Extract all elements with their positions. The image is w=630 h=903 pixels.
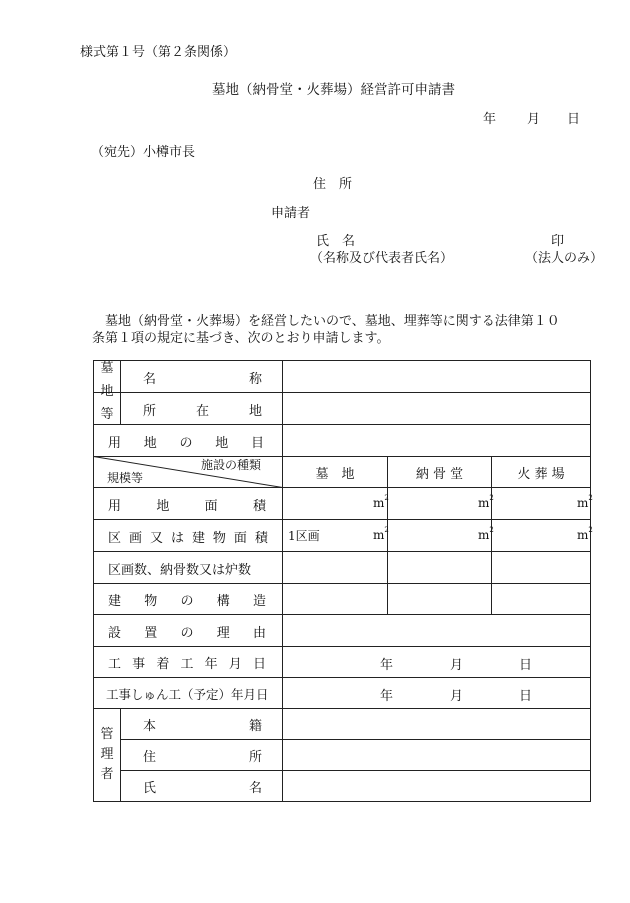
applicant-label: 申請者	[271, 206, 311, 221]
unit-m2: $m^2$	[373, 494, 389, 510]
label-char: 名	[248, 781, 262, 796]
label-char: 画	[128, 530, 142, 546]
label-char: 目	[250, 435, 264, 451]
label-char: 置	[144, 625, 158, 641]
address-label: 住 所	[313, 177, 353, 192]
label-char: 地	[248, 403, 262, 419]
label-char: 地	[215, 435, 229, 451]
group-char: 等	[100, 407, 114, 422]
manager-address-row-label	[121, 740, 282, 771]
header-text: 墓 地	[315, 467, 355, 482]
label-char: 積	[252, 498, 266, 514]
label-char: 地	[143, 435, 157, 451]
unit-m2: $m^2$	[478, 494, 494, 510]
start-day: 日	[519, 658, 533, 673]
label-text: 工事しゅん工（予定）年月日	[106, 686, 269, 702]
label-char: は	[170, 530, 184, 546]
unit-m2: $m^2$	[373, 526, 389, 542]
label-char: 面	[204, 498, 218, 514]
label-char: の	[180, 594, 194, 609]
label-char: 日	[252, 657, 266, 672]
date-month-label: 月	[527, 112, 541, 127]
unit-m2: $m^2$	[577, 526, 593, 542]
bochi-group-label	[94, 362, 120, 422]
unit-m2: $m^2$	[577, 494, 593, 510]
label-char: 所	[248, 750, 262, 765]
header-diagonal-top: 施設の種類	[201, 458, 262, 472]
label-char: 物	[144, 594, 158, 609]
group-char: 墓	[100, 361, 114, 376]
addressee: （宛先）小樽市長	[91, 145, 196, 160]
label-char: 又	[149, 530, 163, 546]
reason-label	[94, 615, 282, 647]
label-char: 籍	[248, 719, 262, 734]
group-char: 管	[100, 727, 114, 742]
label-char: 年	[204, 657, 218, 672]
plot-area-label	[94, 520, 282, 552]
label-char: 積	[254, 530, 268, 546]
seal-sub-label: （法人のみ）	[525, 251, 604, 266]
label-char: 名	[143, 371, 157, 387]
label-char: 造	[252, 594, 266, 609]
land-category-label	[94, 425, 282, 457]
label-char: 構	[216, 594, 230, 609]
label-char: の	[179, 435, 193, 451]
start-date-label	[94, 647, 282, 678]
label-char: の	[180, 625, 194, 641]
label-char: 氏	[143, 781, 157, 796]
label-char: 用	[108, 435, 122, 451]
land-area-label	[94, 488, 282, 520]
label-char: 理	[216, 625, 230, 641]
structure-label	[94, 584, 282, 615]
name-row-label	[121, 361, 282, 393]
finish-year: 年	[380, 689, 394, 704]
col-header-bochi	[283, 457, 387, 488]
label-text: 区画数、納骨数又は炉数	[108, 562, 252, 578]
manager-group-label	[94, 728, 120, 782]
label-char: 本	[143, 719, 157, 734]
label-char: 住	[143, 750, 157, 765]
label-char: 由	[252, 625, 266, 641]
label-char: 称	[248, 371, 262, 387]
group-char: 者	[100, 767, 114, 782]
label-char: 建	[191, 530, 205, 546]
header-diagonal-bottom: 規模等	[107, 471, 144, 485]
date-day-label: 日	[567, 112, 581, 127]
group-char: 地	[100, 384, 114, 399]
label-char: 事	[132, 657, 146, 672]
plot-prefix: 1区画	[288, 529, 320, 543]
label-char: 工	[108, 657, 122, 672]
label-char: 区	[108, 530, 122, 546]
intro-line-2: 条第１項の規定に基づき、次のとおり申請します。	[92, 331, 390, 346]
date-year-label: 年	[483, 112, 497, 127]
domicile-row-label	[121, 709, 282, 740]
plot-count-label	[94, 552, 282, 584]
label-char: 月	[228, 657, 242, 672]
header-text: 火 葬 場	[517, 467, 565, 482]
intro-line-1: 墓地（納骨堂・火葬場）を経営したいので、墓地、埋葬等に関する法律第１０	[105, 314, 560, 329]
label-char: 所	[143, 403, 157, 419]
label-char: 建	[108, 594, 122, 609]
name-sub-label: （名称及び代表者氏名）	[310, 251, 454, 266]
label-char: 地	[156, 498, 170, 514]
label-char: 設	[108, 625, 122, 641]
label-char: 物	[212, 530, 226, 546]
start-year: 年	[380, 658, 394, 673]
unit-m2: $m^2$	[478, 526, 494, 542]
form-number: 様式第１号（第２条関係）	[80, 45, 237, 60]
name-label: 氏 名	[316, 234, 356, 249]
page-title: 墓地（納骨堂・火葬場）経営許可申請書	[212, 82, 455, 98]
start-month: 月	[450, 658, 464, 673]
col-header-nokotsudo	[388, 457, 491, 488]
label-char: 工	[180, 657, 194, 672]
label-char: 着	[156, 657, 170, 672]
finish-date-label	[94, 678, 282, 709]
manager-name-row-label	[121, 771, 282, 802]
col-header-kasoba	[492, 457, 590, 488]
label-char: 在	[195, 403, 209, 419]
location-row-label	[121, 393, 282, 425]
finish-day: 日	[519, 689, 533, 704]
header-text: 納 骨 堂	[415, 467, 464, 482]
finish-month: 月	[450, 689, 464, 704]
label-char: 用	[108, 498, 122, 514]
group-char: 理	[100, 747, 114, 762]
label-char: 面	[233, 530, 247, 546]
seal-mark: 印	[551, 234, 565, 249]
